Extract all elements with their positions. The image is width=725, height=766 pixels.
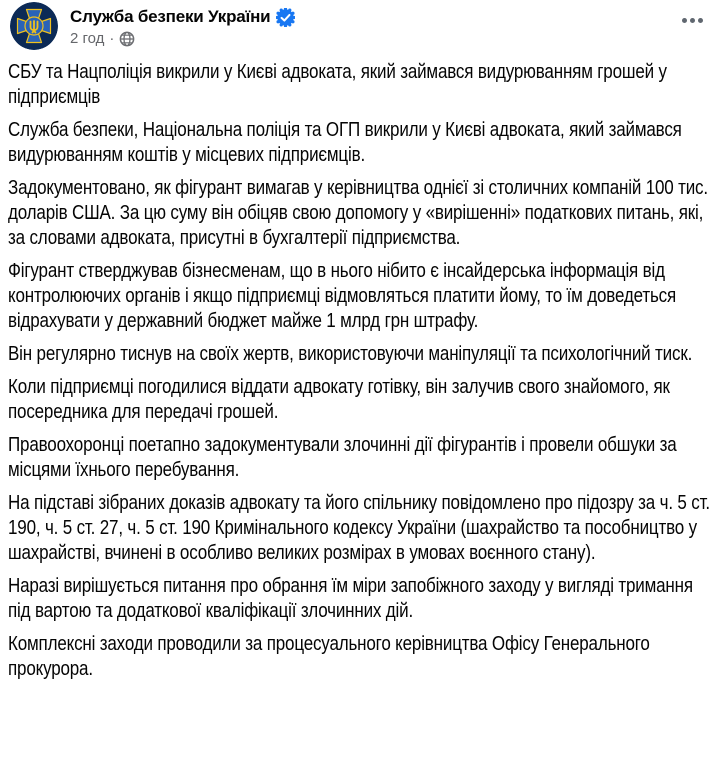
post-paragraph: Коли підприємці погодилися віддати адвокату готівку, він залучив свого знайомого, як посередника для передачі грошей. — [8, 376, 670, 423]
sbu-emblem-logo — [10, 37, 58, 50]
avatar[interactable] — [10, 2, 58, 50]
post-header-text — [70, 2, 295, 47]
post-paragraph: Він регулярно тиснув на своїх жертв, використовуючи маніпуляції та психологічний тиск. — [8, 343, 693, 365]
globe-icon — [119, 31, 135, 47]
post-paragraph: Правоохоронці поетапно задокументували злочинні дії фігурантів і провели обшуки за місцями їхнього перебування. — [8, 434, 677, 481]
post-paragraph: На підставі зібраних доказів адвокату та його спільнику повідомлено про підозру за ч. 5 ст. 190, ч. 5 ст. 27, ч. 5 ст. 190 Кримінального кодексу України (шахрайство та пособництво у шахрайстві, вчинені в особливо великих розмірах в умовах воєнного стану). — [8, 492, 710, 564]
more-options-button[interactable] — [680, 12, 705, 29]
post-paragraph: Фігурант стверджував бізнесменам, що в нього нібито є інсайдерська інформація від контролюючих органів і якщо підприємці відмовляться платити йому, то їм доведеться відрахувати у державний бюджет майже 1 млрд грн штрафу. — [8, 260, 677, 332]
author-name[interactable]: Служба безпеки України — [70, 7, 271, 26]
ellipsis-icon — [682, 18, 703, 23]
meta-separator: · — [109, 30, 115, 47]
verified-badge-icon — [276, 8, 295, 27]
timestamp[interactable]: 2 год — [70, 30, 105, 47]
post-paragraph: СБУ та Нацполіція викрили у Києві адвоката, який займався видурюванням грошей у підприємців — [8, 61, 667, 108]
post-paragraph: Служба безпеки, Національна поліція та ОГП викрили у Києві адвоката, який займався видурюванням коштів у місцевих підприємців. — [8, 119, 682, 166]
post-paragraph: Задокументовано, як фігурант вимагав у керівництва однієї зі столичних компаній 100 тис. доларів США. За цю суму він обіцяв свою допомогу у «вирішенні» податкових питань, які, за словами адвоката, присутні в бухгалтерії підприємства. — [8, 177, 708, 249]
post-text — [0, 60, 725, 690]
post-header — [0, 0, 725, 50]
post-meta — [70, 30, 295, 47]
post-paragraph: Наразі вирішується питання про обрання їм міри запобіжного заходу у вигляді тримання під вартою та додаткової кваліфікації злочинних дій. — [8, 575, 693, 622]
post-paragraph: Комплексні заходи проводили за процесуального керівництва Офісу Генерального прокурора. — [8, 633, 650, 680]
